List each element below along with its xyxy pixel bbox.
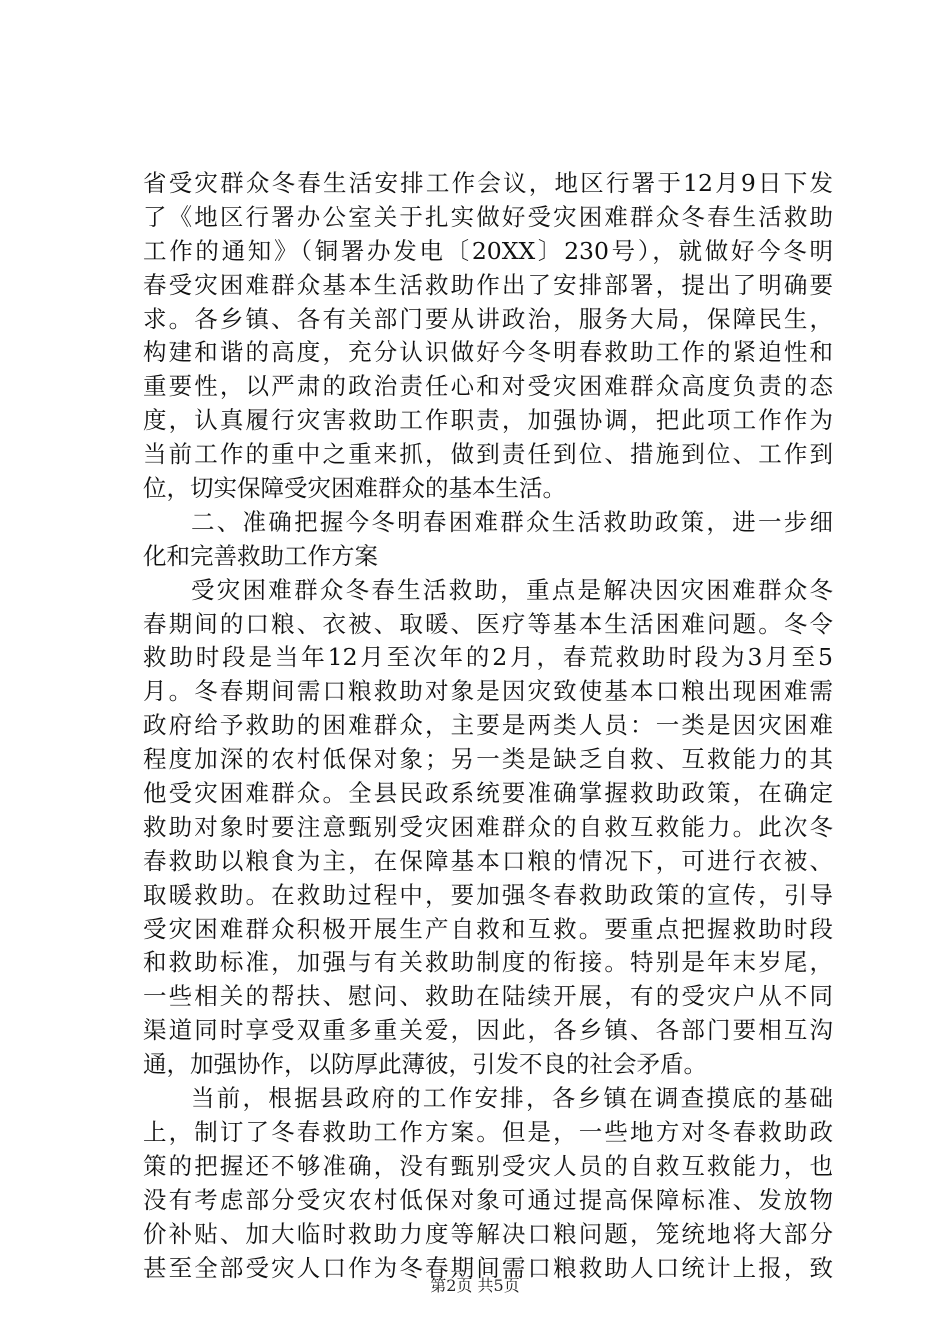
text-line: 通，加强协作，以防厚此薄彼，引发不良的社会矛盾。 bbox=[143, 1050, 707, 1079]
text-line: 一些相关的帮扶、慰问、救助在陆续开展，有的受灾户从不同 bbox=[143, 982, 833, 1011]
text-line: 工作的通知》（铜署办发电〔20XX〕230号），就做好今冬明 bbox=[143, 236, 833, 265]
text-line: 位，切实保障受灾困难群众的基本生活。 bbox=[143, 474, 566, 503]
text-line: 春受灾困难群众基本生活救助作出了安排部署，提出了明确要 bbox=[143, 270, 833, 299]
text-line: 甚至全部受灾人口作为冬春期间需口粮救助人口统计上报，致 bbox=[143, 1253, 833, 1282]
section-heading-line: 二、准确把握今冬明春困难群众生活救助政策，进一步细 bbox=[191, 507, 833, 536]
text-line: 春救助以粮食为主，在保障基本口粮的情况下，可进行衣被、 bbox=[143, 846, 833, 875]
text-line: 了《地区行署办公室关于扎实做好受灾困难群众冬春生活救助 bbox=[143, 202, 833, 231]
text-line: 救助对象时要注意甄别受灾困难群众的自救互救能力。此次冬 bbox=[143, 812, 833, 841]
text-line: 省受灾群众冬春生活安排工作会议，地区行署于12月9日下发 bbox=[143, 169, 833, 197]
text-line: 和救助标准，加强与有关救助制度的衔接。特别是年末岁尾， bbox=[143, 948, 833, 977]
page-number-footer: 第2页 共5页 bbox=[430, 1276, 520, 1295]
text-line: 受灾困难群众积极开展生产自救和互救。要重点把握救助时段 bbox=[143, 914, 833, 943]
text-line: 求。各乡镇、各有关部门要从讲政治，服务大局，保障民生， bbox=[143, 304, 833, 333]
text-line: 月。冬春期间需口粮救助对象是因灾致使基本口粮出现困难需 bbox=[143, 677, 833, 706]
text-line: 他受灾困难群众。全县民政系统要准确掌握救助政策，在确定 bbox=[143, 779, 833, 808]
text-line: 政府给予救助的困难群众，主要是两类人员：一类是因灾困难 bbox=[143, 711, 833, 740]
text-line: 渠道同时享受双重多重关爱，因此，各乡镇、各部门要相互沟 bbox=[143, 1016, 833, 1045]
text-line: 重要性，以严肃的政治责任心和对受灾困难群众高度负责的态 bbox=[143, 372, 833, 401]
text-line: 受灾困难群众冬春生活救助，重点是解决因灾困难群众冬 bbox=[191, 575, 833, 604]
text-line: 救助时段是当年12月至次年的2月，春荒救助时段为3月至5 bbox=[143, 643, 833, 672]
document-body bbox=[143, 167, 833, 1285]
text-line: 策的把握还不够准确，没有甄别受灾人员的自救互救能力，也 bbox=[143, 1151, 833, 1180]
text-line: 上，制订了冬春救助工作方案。但是，一些地方对冬春救助政 bbox=[143, 1117, 833, 1146]
text-line: 取暖救助。在救助过程中，要加强冬春救助政策的宣传，引导 bbox=[143, 880, 833, 909]
text-line: 当前，根据县政府的工作安排，各乡镇在调查摸底的基础 bbox=[191, 1084, 833, 1113]
text-line: 构建和谐的高度，充分认识做好今冬明春救助工作的紧迫性和 bbox=[143, 338, 833, 367]
text-line: 当前工作的重中之重来抓，做到责任到位、措施到位、工作到 bbox=[143, 440, 833, 469]
text-line: 度，认真履行灾害救助工作职责，加强协调，把此项工作作为 bbox=[143, 406, 833, 435]
text-line: 程度加深的农村低保对象；另一类是缺乏自救、互救能力的其 bbox=[143, 745, 833, 774]
section-heading-line: 化和完善救助工作方案 bbox=[143, 541, 378, 570]
text-line: 价补贴、加大临时救助力度等解决口粮问题，笼统地将大部分 bbox=[143, 1219, 833, 1248]
text-line: 没有考虑部分受灾农村低保对象可通过提高保障标准、发放物 bbox=[143, 1185, 833, 1214]
text-line: 春期间的口粮、衣被、取暖、医疗等基本生活困难问题。冬令 bbox=[143, 609, 833, 638]
